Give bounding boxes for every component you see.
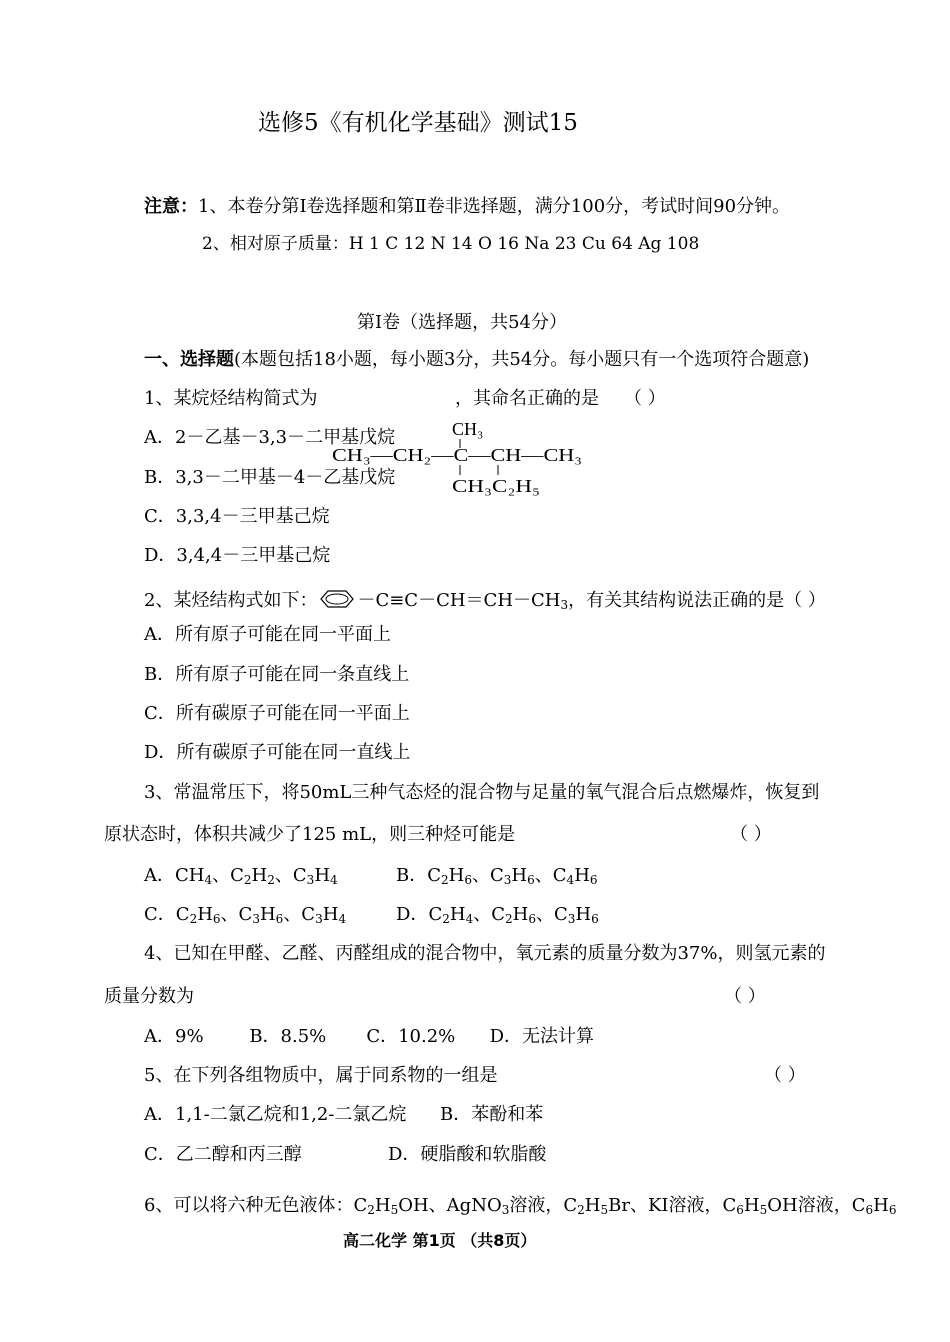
q2-option-c: C．所有碳原子可能在同一平面上: [144, 703, 410, 724]
formula-top-group: CH₃: [452, 419, 484, 439]
q1-option-a: A．2－乙基－3,3－二甲基戊烷: [144, 427, 396, 448]
q2-option-b: B．所有原子可能在同一条直线上: [144, 664, 410, 685]
q6-pre: 6、可以将六种无色液体：: [144, 1195, 354, 1216]
q3-line-1: 3、常温常压下，将50mL三种气态烃的混合物与足量的氧气混合后点燃爆炸，恢复到: [144, 782, 820, 803]
q2-option-a: A．所有原子可能在同一平面上: [144, 624, 391, 645]
q2-stem-pre: 2、某烃结构式如下：: [144, 590, 318, 611]
section-heading: 第Ⅰ卷（选择题，共54分）: [357, 312, 568, 333]
benzene-ring-icon: [317, 589, 357, 609]
q5-option-b: B．苯酚和苯: [440, 1104, 544, 1125]
q2-stem-post: －C≡C－CH＝CH－CH: [357, 590, 561, 611]
formula-main-chain: CH₃—CH₂—C—CH—CH₃: [332, 445, 582, 465]
q5-paren: （ ）: [764, 1065, 806, 1086]
part-desc: (本题包括18小题，每小题3分，共54分。每小题只有一个选项符合题意): [234, 349, 810, 370]
q4-paren: （ ）: [724, 986, 766, 1007]
notes-label: 注意：: [144, 196, 198, 217]
notes-text-1: 1、本卷分第Ⅰ卷选择题和第Ⅱ卷非选择题，满分100分，考试时间90分钟。: [198, 196, 791, 217]
q3-option-b-label: B．: [396, 865, 428, 886]
q3-line-2: 原状态时，体积共减少了125 mL，则三种烃可能是: [104, 824, 516, 845]
q5-stem: 5、在下列各组物质中，属于同系物的一组是: [144, 1065, 498, 1086]
q1-option-d: D．3,4,4－三甲基己烷: [144, 545, 331, 566]
q5-option-a: A．1,1-二氯乙烷和1,2-二氯乙烷: [144, 1104, 407, 1125]
q2-option-d: D．所有碳原子可能在同一直线上: [144, 742, 411, 763]
q6-line-1: 6、可以将六种无色液体：$C_2H_5OH$、AgNO$_3$溶液，$C_2H_5Br$、KI溶液，$C_6H_5OH$溶液，$C_6H_6$: [144, 1195, 897, 1217]
q1-option-b: B．3,3－二甲基－4－乙基戊烷: [144, 467, 396, 488]
q5-option-d: D．硬脂酸和软脂酸: [388, 1144, 547, 1165]
q3-option-d-label: D．: [396, 904, 429, 925]
notes-line-2: 2、相对原子质量：H 1 C 12 N 14 O 16 Na 23 Cu 64 Ag 108: [202, 234, 700, 254]
q3-option-d: D．$C_2H_4$、$C_2H_6$、$C_3H_6$: [396, 904, 599, 926]
q4-line-1: 4、已知在甲醛、乙醛、丙醛组成的混合物中，氧元素的质量分数为37%，则氢元素的: [144, 943, 826, 964]
q5-option-c: C．乙二醇和丙三醇: [144, 1144, 302, 1165]
q3-option-c: C．$C_2H_6$、$C_3H_6$、$C_3H_4$: [144, 904, 347, 926]
q1-paren: （ ）: [624, 388, 666, 409]
q3-option-b: B．$C_2H_6$、$C_3H_6$、$C_4H_6$: [396, 865, 598, 887]
q4-options: A．9% B．8.5% C．10.2% D．无法计算: [144, 1026, 595, 1047]
q1-stem: 1、某烷烃结构简式为: [144, 388, 318, 409]
q3-option-c-label: C．: [144, 904, 176, 925]
page-title: 选修5《有机化学基础》测试15: [258, 110, 578, 136]
formula-bottom-groups: CH₃C₂H₅: [452, 476, 540, 496]
q1-structural-formula: [320, 415, 600, 500]
notes-line-1: [144, 198, 790, 216]
q1-option-c: C．3,3,4－三甲基己烷: [144, 506, 330, 527]
q2-stem-sub: 3: [560, 598, 569, 612]
part-label: 一、选择题: [144, 349, 234, 370]
q3-option-a: A．$CH_4$、$C_2H_2$、$C_3H_4$: [144, 865, 338, 887]
q4-line-2: 质量分数为: [104, 986, 194, 1007]
q2-stem-end: ，有关其结构说法正确的是（ ）: [568, 590, 826, 611]
page-footer: 高二化学 第1页 （共8页）: [343, 1231, 537, 1250]
part-heading: [144, 351, 809, 369]
q3-option-a-label: A．: [144, 865, 175, 886]
q3-paren: （ ）: [730, 824, 772, 845]
q1-stem-2: ，其命名正确的是: [455, 388, 599, 409]
q2-stem: [144, 589, 826, 610]
